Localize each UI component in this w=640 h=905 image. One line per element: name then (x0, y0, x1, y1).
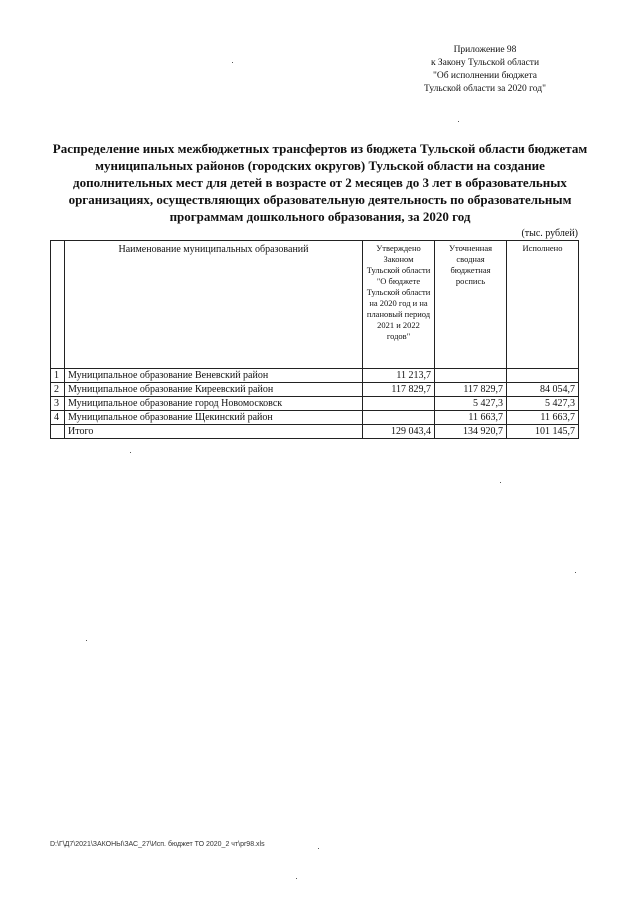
table-row (51, 369, 579, 383)
row-number: 3 (51, 397, 65, 411)
total-label: Итого (65, 425, 363, 439)
row-revised (435, 369, 507, 383)
row-name: Муниципальное образование город Новомосковск (65, 397, 363, 411)
header-name: Наименование муниципальных образований (65, 241, 363, 369)
row-name: Муниципальное образование Щекинский район (65, 411, 363, 425)
row-number: 1 (51, 369, 65, 383)
table-row (51, 383, 579, 397)
scan-speck (232, 62, 233, 63)
row-approved: 117 829,7 (363, 383, 435, 397)
header-approved: Утверждено Законом Тульской области "О бюджете Тульской области на 2020 год и на плановый период 2021 и 2022 годов" (363, 241, 435, 369)
total-approved: 129 043,4 (363, 425, 435, 439)
appendix-line: Приложение 98 (453, 45, 517, 55)
header-executed: Исполнено (507, 241, 579, 369)
row-executed: 5 427,3 (507, 397, 579, 411)
row-name: Муниципальное образование Веневский район (65, 369, 363, 383)
row-approved: 11 213,7 (363, 369, 435, 383)
title-line: дополнительных мест для детей в возрасте от 2 месяцев до 3 лет в образовательных (73, 175, 567, 190)
row-revised: 117 829,7 (435, 383, 507, 397)
scan-speck (575, 572, 576, 573)
row-number: 2 (51, 383, 65, 397)
row-executed (507, 369, 579, 383)
appendix-line: "Об исполнении бюджета (432, 71, 538, 81)
table-total-row (51, 425, 579, 439)
table-row (51, 411, 579, 425)
transfers-table (50, 240, 579, 439)
scan-speck (500, 482, 501, 483)
total-revised: 134 920,7 (435, 425, 507, 439)
header-index (51, 241, 65, 369)
appendix-line: Тульской области за 2020 год" (424, 84, 546, 94)
row-number: 4 (51, 411, 65, 425)
row-executed: 11 663,7 (507, 411, 579, 425)
units-label: (тыс. рублей) (521, 228, 578, 239)
row-approved (363, 411, 435, 425)
title-line: программам дошкольного образования, за 2020 год (169, 209, 471, 224)
appendix-line: к Закону Тульской области (430, 58, 540, 68)
title-line: Распределение иных межбюджетных трансфертов из бюджета Тульской области бюджетам (52, 141, 588, 156)
table-row (51, 397, 579, 411)
scan-speck (296, 878, 297, 879)
total-executed: 101 145,7 (507, 425, 579, 439)
document-title (40, 140, 600, 225)
row-name: Муниципальное образование Киреевский район (65, 383, 363, 397)
total-index (51, 425, 65, 439)
scan-speck (86, 640, 87, 641)
row-approved (363, 397, 435, 411)
scan-speck (458, 121, 459, 122)
header-revised: Уточненная сводная бюджетная роспись (435, 241, 507, 369)
row-executed: 84 054,7 (507, 383, 579, 397)
file-path: D:\Г\Д7\2021\ЗАКОНЫ\ЗАС_27\Исп. бюджет ТО 2020_2 чт\pr98.xls (50, 841, 265, 848)
table-header-row (51, 241, 579, 369)
appendix-note (380, 44, 590, 96)
scan-speck (318, 848, 319, 849)
row-revised: 5 427,3 (435, 397, 507, 411)
title-line: муниципальных районов (городских округов) Тульской области на создание (95, 158, 545, 173)
row-revised: 11 663,7 (435, 411, 507, 425)
scan-speck (130, 452, 131, 453)
title-line: организациях, осуществляющих образовательную деятельность по образовательным (68, 192, 572, 207)
